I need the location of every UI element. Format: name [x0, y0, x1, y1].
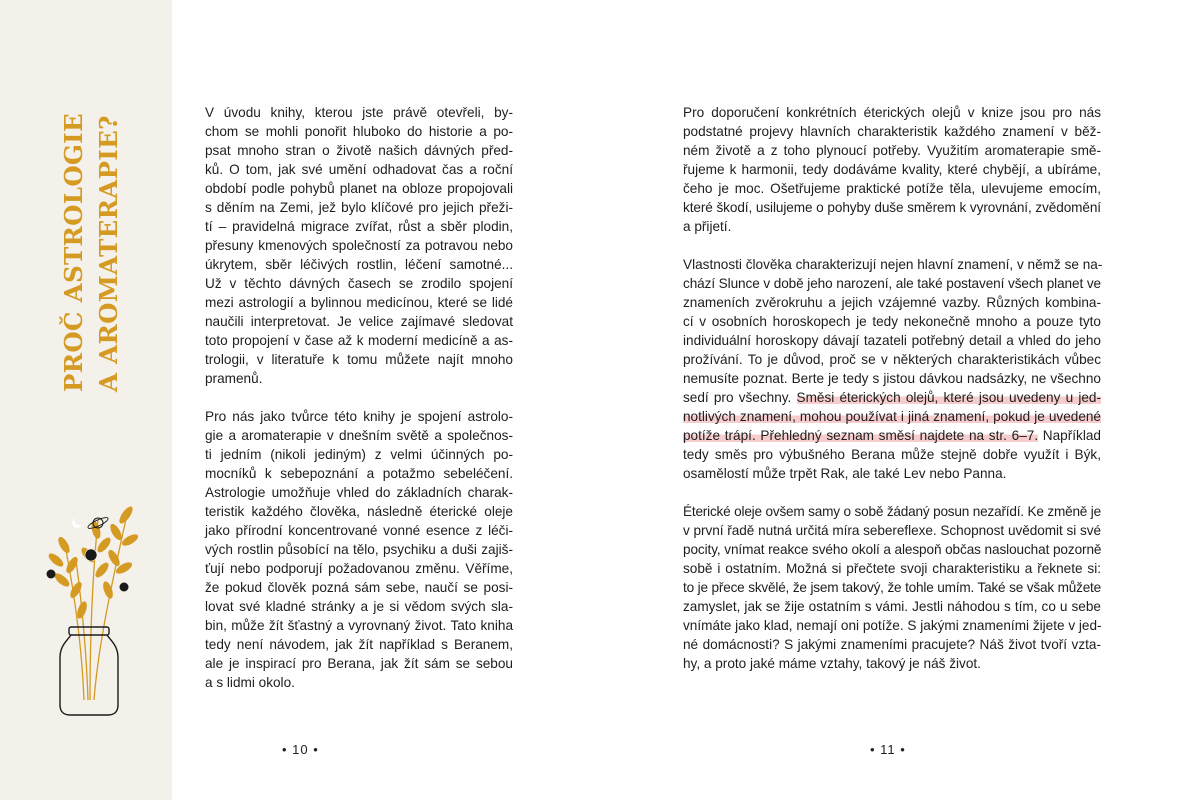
text-line: přesuny kmenových společností za potravou nebo — [205, 238, 513, 253]
paragraph — [205, 103, 513, 388]
text-line: a s lidmi okolo. — [205, 675, 295, 690]
text-line: Už v těchto dávných časech se zrodilo spojení — [205, 276, 513, 291]
text-line: ťují nebo podporují požadovanou změnu. Věříme, — [205, 561, 513, 576]
text-segment: podstatné projevy hlavních charakteristik každého znamení v běž- — [683, 124, 1101, 139]
text-line — [683, 122, 1101, 141]
text-line: trologii, v literatuře k tomu můžete najít mnoho — [205, 352, 513, 367]
text-line: naučili interpretovat. Je velice zajímavé sledovat — [205, 314, 513, 329]
text-line: že pokud člověk pozná sám sebe, naučí se posi- — [205, 580, 513, 595]
text-segment: řujeme k harmonii, tedy dodáváme kvality, které chybějí, a ubíráme, — [683, 162, 1101, 177]
text-segment: které škodí, usilujeme o pohyby duše směrem k vyrovnání, zvědomění — [683, 200, 1101, 215]
text-line — [683, 559, 1101, 578]
text-segment: a přijetí. — [683, 219, 732, 234]
text-segment: prožívání. To je důvod, proč se v některých charakteristikách vůbec — [683, 352, 1101, 367]
text-line: bin, může žít šťastný a vyrovnaný život. Tato kniha — [205, 618, 513, 633]
text-line — [683, 426, 1101, 445]
text-line: teristik každého člověka, následně éterické oleje — [205, 504, 513, 519]
text-line: ti jedním (nikoli jediným) z velmi účinných po- — [205, 447, 513, 462]
text-line: chom se mohli ponořit hluboko do historie a po- — [205, 124, 513, 139]
text-line — [683, 274, 1101, 293]
chapter-title — [56, 110, 128, 392]
text-line — [683, 502, 1101, 521]
text-line — [683, 464, 1101, 483]
text-line — [683, 160, 1101, 179]
text-line — [683, 141, 1101, 160]
text-line: mocníků k sebepoznání a potažmo sebeléčení. — [205, 466, 513, 481]
text-line: období podle pohybů planet na obloze propojovali — [205, 181, 513, 196]
text-line: mezi astrologií a bylinnou medicínou, které se lidé — [205, 295, 513, 310]
text-line: V úvodu knihy, kterou jste právě otevřeli, by- — [205, 105, 513, 120]
paragraph — [205, 407, 513, 692]
text-line — [683, 369, 1101, 388]
text-line: gie a aromaterapie v dnešním světě a společnos- — [205, 428, 513, 443]
text-segment: nemusíte poznat. Berte je tedy s jistou dávkou nadsázky, ne všechno — [683, 371, 1101, 386]
text-line — [683, 407, 1101, 426]
left-page-text — [205, 103, 513, 711]
highlighted-text: Směsi éterických olejů, které jsou uvedeny u jed- — [796, 390, 1101, 405]
text-line — [683, 597, 1101, 616]
page-number-right: • 11 • — [870, 742, 906, 757]
text-line — [683, 540, 1101, 559]
paragraph — [683, 255, 1101, 483]
text-segment: čeho je moc. Ošetřujeme praktické potíže těla, ulevujeme emocím, — [683, 181, 1101, 196]
highlighted-text: potíže trápí. Přehledný seznam směsí najdete na str. 6–7. — [683, 428, 1039, 443]
text-line — [683, 255, 1101, 274]
text-line: ků. O tom, jak své umění odhadovat čas a roční — [205, 162, 513, 177]
text-line — [683, 293, 1101, 312]
text-line: lovat své kladné stránky a je si vědom svých sla- — [205, 599, 513, 614]
text-line: jako přírodní koncentrované vonné esence z léči- — [205, 523, 513, 538]
text-line: psat mnoho stran o životě našich dávných před- — [205, 143, 513, 158]
text-line: tedy není návodem, jak žít například s Beranem, — [205, 637, 513, 652]
text-line — [683, 388, 1101, 407]
text-segment: pocity, vnímat reakce svého okolí a alespoň občas naslouchat pozorně — [683, 542, 1102, 557]
text-line: s děním na Zemi, jež bylo klíčové pro jejich přeži- — [205, 200, 513, 215]
chapter-title-line-2: A AROMATERAPIE? — [94, 115, 123, 392]
text-segment: osamělostí může trpět Rak, ale také Lev nebo Panna. — [683, 466, 1007, 481]
text-line — [683, 103, 1101, 122]
text-line: úkrytem, sběr léčivých rostlin, léčení samotné... — [205, 257, 513, 272]
text-line — [683, 179, 1101, 198]
text-segment: Éterické oleje ovšem samy o sobě žádaný posun nezařídí. Ke změně je — [683, 504, 1101, 519]
text-line — [683, 635, 1101, 654]
text-segment: to je přece skvělé, že jsem takový, že tohle umím. Také se však můžete — [683, 580, 1101, 595]
text-line: vých rostlin působící na tělo, psychiku a duši zajiš- — [205, 542, 513, 557]
jar-with-plants-illustration — [36, 450, 146, 722]
chapter-title-line-1: PROČ ASTROLOGIE — [59, 113, 88, 392]
text-segment: Pro doporučení konkrétních éterických olejů v knize jsou pro nás — [683, 105, 1101, 120]
text-line: Astrologie umožňuje vhled do základních charak- — [205, 485, 513, 500]
text-line — [683, 445, 1101, 464]
text-line — [683, 198, 1101, 217]
text-line: pramenů. — [205, 371, 263, 386]
text-segment: sedí pro všechny. — [683, 390, 797, 405]
text-line: toto propojení v čase až k moderní medicíně a as- — [205, 333, 513, 348]
text-line — [683, 521, 1101, 540]
paragraph — [683, 103, 1101, 236]
text-line: ale je inspirací pro Berana, jak žít sám se sebou — [205, 656, 513, 671]
text-segment: znameních zvěrokruhu a jejich vzájemné vazby. Různých kombina- — [683, 295, 1101, 310]
text-segment: Vlastnosti člověka charakterizují nejen hlavní znamení, v němž se na- — [683, 257, 1103, 272]
text-segment: ném životě a z toho plynoucí potřeby. Využitím aromaterapie smě- — [683, 143, 1101, 158]
chapter-sidebar — [0, 0, 172, 800]
text-line — [683, 312, 1101, 331]
highlighted-text: notlivých znamení, mohou používat i jiná znamení, pokud je uvedené — [683, 409, 1101, 424]
text-segment: né domácnosti? S jakými znameními pracujete? Náš život tvoří vzta- — [683, 637, 1101, 652]
text-segment: tedy směs pro výbušného Berana může stejně dobře využít i Býk, — [683, 447, 1101, 462]
text-segment: vnímáte jako klad, nemají oni potíže. S jakými znameními žijete v jed- — [683, 618, 1102, 633]
text-line — [683, 331, 1101, 350]
text-line — [683, 350, 1101, 369]
text-line — [683, 217, 1101, 236]
text-line — [683, 654, 1101, 673]
text-segment: chází Slunce v době jeho narození, ale také postavení všech planet ve — [683, 276, 1101, 291]
text-line — [683, 616, 1101, 635]
text-segment: zamyslet, jak se žije ostatním s vámi. Jestli náhodou s tím, co u sebe — [683, 599, 1101, 614]
text-segment: v první řadě nutná určitá míra sebereflexe. Schopnost uvědomit si své — [683, 523, 1101, 538]
paragraph — [683, 502, 1101, 673]
text-segment: sobě i ostatním. Možná si přečtete svoji charakteristiku a řeknete si: — [683, 561, 1101, 576]
right-page-text — [683, 103, 1101, 692]
text-line: tí – pravidelná migrace zvířat, růst a sběr plodin, — [205, 219, 513, 234]
text-segment: Například — [1038, 428, 1101, 443]
text-segment: individuální horoskopy dávají tazateli potřebný detail a vhled do jeho — [683, 333, 1101, 348]
text-line: Pro nás jako tvůrce této knihy je spojení astrolo- — [205, 409, 513, 424]
text-segment: cí v osobních horoskopech je tedy nekonečně mnoho a pouze tyto — [683, 314, 1101, 329]
text-line — [683, 578, 1101, 597]
text-segment: hy, a proto jaké máme vztahy, takový je náš život. — [683, 656, 981, 671]
page-number-left: • 10 • — [282, 742, 319, 757]
